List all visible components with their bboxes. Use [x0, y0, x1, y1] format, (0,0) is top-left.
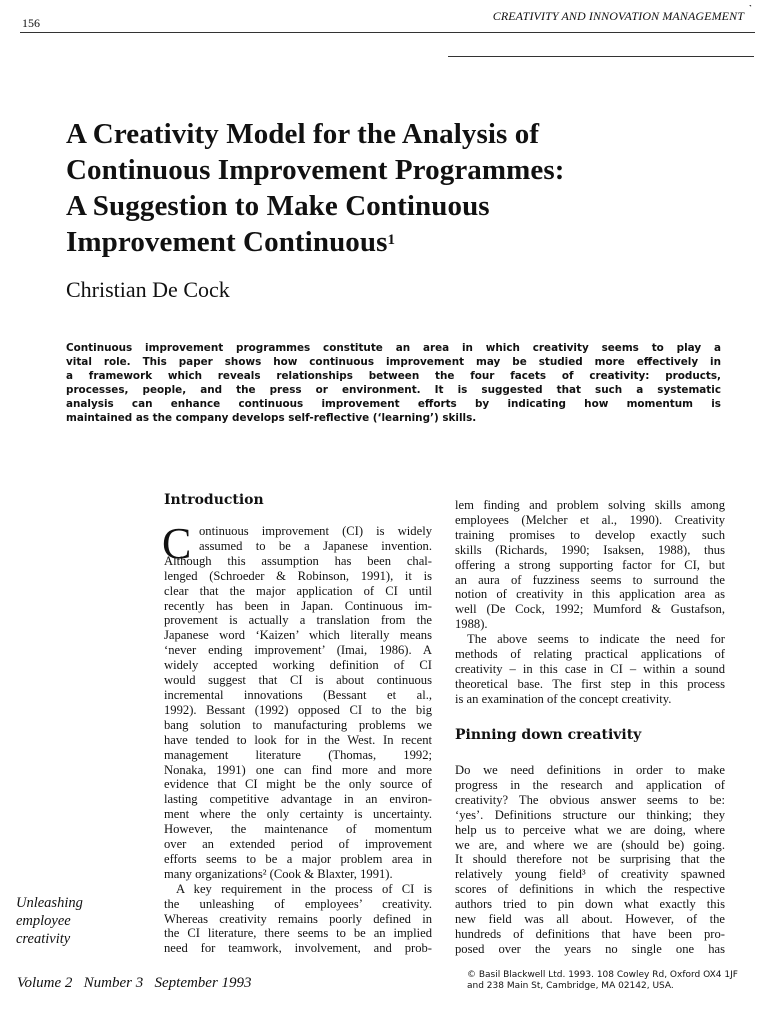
body-text-line: progress in the research and application of: [455, 777, 725, 792]
body-text-line: theoretical base. The first step in this process: [455, 676, 725, 691]
abstract-line: analysis can enhance continuous improvement efforts by indicating how momentum is: [66, 398, 721, 410]
body-text-line: Japanese word ‘Kaizen’ which literally means: [164, 628, 432, 643]
body-text-line: creativity? The obvious answer seems to be:: [455, 792, 725, 807]
body-text-line: ‘yes’. Definitions structure our thinking; they: [455, 807, 725, 822]
body-text-line: Nonaka, 1991) one can find more and more: [164, 762, 432, 777]
body-text-line: offering a strong supporting factor for CI, but: [455, 557, 725, 572]
body-text-line: methods of relating practical applications of: [455, 647, 725, 662]
body-text-line: hundreds of definitions that have been pro-: [455, 926, 725, 941]
body-text-line: an aura of fuzziness seems to surround the: [455, 572, 725, 587]
copyright-notice: [467, 970, 738, 992]
margin-note: [16, 894, 83, 948]
body-text-line: lem finding and problem solving skills among: [455, 498, 725, 512]
copyright-line: and 238 Main St, Cambridge, MA 02142, USA.: [467, 981, 674, 991]
body-text-line: ontinuous improvement (CI) is widely: [199, 524, 432, 538]
article-title: [66, 116, 706, 260]
abstract-line: processes, people, and the press or environment. It is suggested that such a systematic: [66, 384, 721, 396]
body-text-line: posed over the years no single one has: [455, 941, 725, 956]
body-text-line: would suggest that CI is about continuous: [164, 673, 432, 688]
body-text-line: However, the maintenance of momentum: [164, 822, 432, 837]
title-text: Improvement Continuous: [66, 226, 388, 258]
body-text-line: management literature (Thomas, 1992;: [164, 747, 432, 762]
section-heading-introduction: Introduction: [164, 492, 264, 508]
body-text-line: evidence that CI might be the only source of: [164, 777, 432, 792]
body-text-line: incremental innovations (Bessant et al.,: [164, 687, 432, 702]
section-heading-pinning-down: Pinning down creativity: [455, 727, 642, 743]
title-line-last: [66, 224, 706, 260]
abstract-line: Continuous improvement programmes constitute an area in which creativity seems to play a: [66, 342, 721, 354]
body-text-line: bang solution to manufacturing problems we: [164, 717, 432, 732]
drop-cap: C: [162, 519, 192, 568]
body-text-line: need for teamwork, involvement, and prob-: [164, 941, 432, 956]
body-text-line: help us to perceive what we are doing, where: [455, 822, 725, 837]
page-number: 156: [22, 16, 40, 30]
body-text-line: lenged (Schroeder & Robinson, 1991), it is: [164, 568, 432, 583]
body-text-line: scores of definitions in which the respective: [455, 882, 725, 897]
body-text-line: over an extended period of improvement: [164, 837, 432, 852]
running-head: CREATIVITY AND INNOVATION MANAGEMENT: [492, 9, 744, 23]
title-line: A Suggestion to Make Continuous: [66, 190, 490, 222]
body-text-line: widely accepted working definition of CI: [164, 658, 432, 673]
introduction-column: [162, 519, 432, 956]
body-text-line: A key requirement in the process of CI is: [176, 881, 432, 896]
body-text-line: ‘never ending improvement’ (Imai, 1986). A: [164, 643, 432, 658]
margin-note-line: Unleashing: [16, 895, 83, 911]
body-text-line: have tended to look for in the West. In recent: [164, 732, 432, 747]
body-text-line: Whereas creativity remains poorly defined in: [164, 911, 432, 926]
body-text-line: skills (Richards, 1990; Isaksen, 1988), thus: [455, 542, 725, 557]
copyright-line: © Basil Blackwell Ltd. 1993. 108 Cowley Rd, Oxford OX4 1JF: [467, 970, 738, 980]
body-text-line: many organizations² (Cook & Blaxter, 1991).: [164, 866, 393, 881]
abstract: [66, 341, 721, 425]
body-text-line: relatively young field³ of creativity spawned: [455, 867, 725, 882]
body-text-line: provement is actually a translation from the: [164, 613, 432, 628]
body-text-line: is an examination of the concept creativity.: [455, 691, 672, 706]
body-text-line: 1992). Bessant (1992) opposed CI to the big: [164, 702, 432, 717]
body-text-line: lasting competitive advantage in an environ-: [164, 792, 432, 807]
abstract-line: a framework which reveals relationships between the four facets of creativity: products,: [66, 370, 721, 382]
pinning-down-column: [455, 763, 725, 957]
body-text-line: Although this assumption has been chal-: [164, 553, 432, 568]
body-text-line: It should therefore not be surprising that the: [455, 852, 725, 867]
body-text-line: Do we need definitions in order to make: [455, 763, 725, 777]
body-text-line: ment where the only certainty is uncertainty.: [164, 807, 432, 822]
body-text-line: creativity – in this case in CI – within a sound: [455, 661, 725, 676]
abstract-line: vital role. This paper shows how continuous improvement may be studied more effectively in: [66, 356, 721, 368]
title-footnote-marker: 1: [387, 232, 396, 248]
body-text-line: assumed to be a Japanese invention.: [199, 538, 432, 553]
body-text-line: the CI literature, there seems to be an implied: [164, 926, 432, 941]
body-text-line: new field was all about. However, of the: [455, 912, 725, 927]
title-line: Continuous Improvement Programmes:: [66, 154, 565, 186]
body-text-line: the unleashing of employees’ creativity.: [164, 896, 432, 911]
body-text-line: training promises to develop exactly such: [455, 527, 725, 542]
author-name: Christian De Cock: [66, 277, 230, 302]
body-text-line: we are, and where we are (should be) going.: [455, 837, 725, 852]
body-text-line: authors tried to pin down what exactly this: [455, 897, 725, 912]
body-text-line: clear that the major application of CI until: [164, 583, 432, 598]
title-line: A Creativity Model for the Analysis of: [66, 118, 540, 150]
body-text-line: The above seems to indicate the need for: [467, 632, 725, 647]
introduction-continued-column: [455, 498, 725, 707]
header-rule-right: [448, 56, 754, 57]
body-text-line: employees (Melcher et al., 1990). Creativity: [455, 512, 725, 527]
body-text-line: well (De Cock, 1992; Mumford & Gustafson,: [455, 602, 725, 617]
header-rule: [20, 32, 755, 33]
abstract-line: maintained as the company develops self-reflective (‘learning’) skills.: [66, 412, 477, 424]
corner-mark: ˺: [748, 4, 752, 15]
margin-note-line: employee: [16, 913, 71, 929]
issue-info: Volume 2 Number 3 September 1993: [17, 975, 252, 991]
margin-note-line: creativity: [16, 931, 71, 947]
body-text-line: recently has been in Japan. Continuous im-: [164, 598, 432, 613]
body-text-line: efforts seems to be a major problem area in: [164, 851, 432, 866]
body-text-line: 1988).: [455, 617, 488, 632]
body-text-line: notion of creativity in this application area as: [455, 587, 725, 602]
